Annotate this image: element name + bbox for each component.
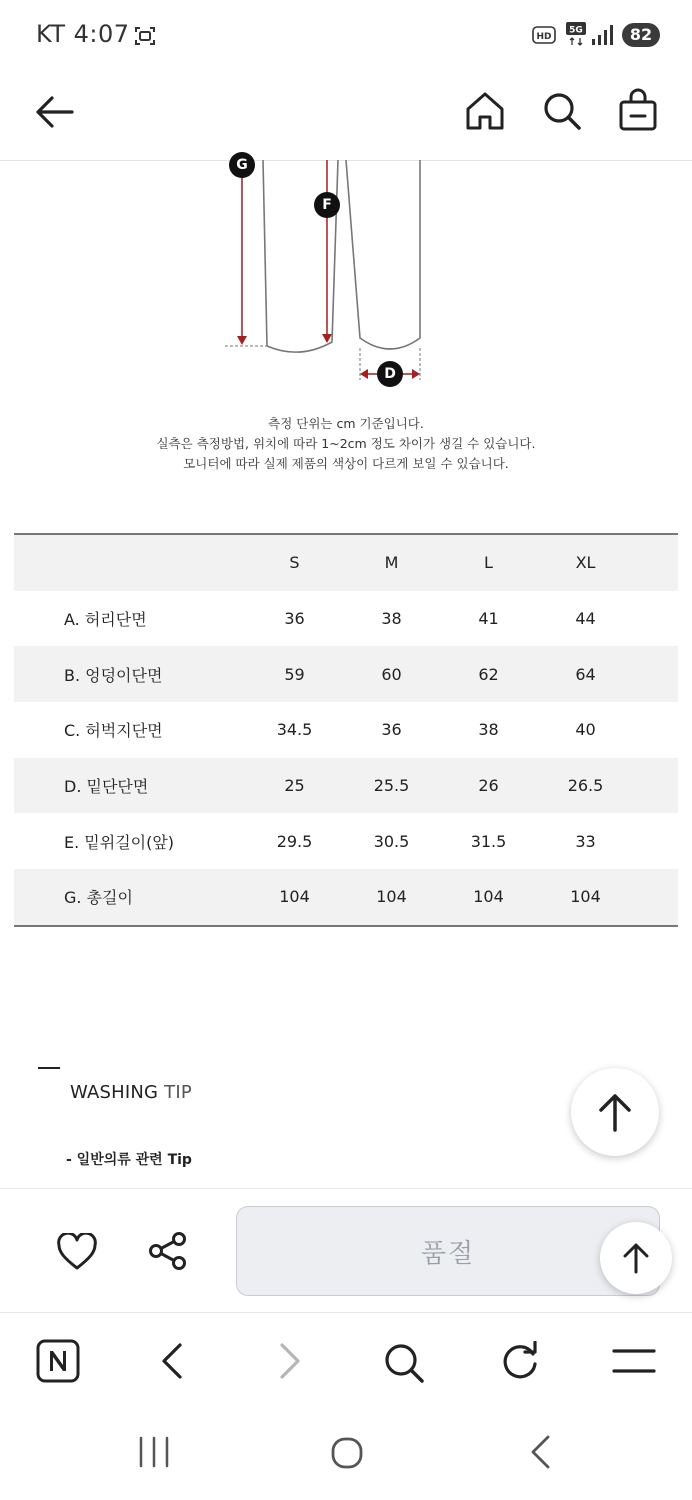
washing-title	[70, 1082, 192, 1103]
cell-value: 36	[284, 609, 305, 629]
note-line-2: 실측은 측정방법, 위치에 따라 1~2cm 정도 차이가 생길 수 있습니다.	[156, 436, 536, 451]
menu-icon[interactable]	[612, 1347, 656, 1375]
5g-icon	[565, 21, 587, 47]
search-icon[interactable]	[541, 90, 583, 132]
pants-right-leg	[346, 160, 420, 349]
refresh-icon[interactable]	[499, 1341, 541, 1383]
washing-title-tip: TIP	[164, 1082, 192, 1103]
cell-value: 104	[473, 887, 504, 907]
note-line-3: 모니터에 따라 실제 제품의 색상이 다르게 보일 수 있습니다.	[183, 456, 509, 471]
cell-value: 26	[478, 776, 499, 796]
cell-value: 44	[575, 609, 596, 629]
cell-value: 31.5	[470, 831, 507, 851]
home-icon[interactable]	[464, 90, 506, 132]
svg-text:HD: HD	[536, 32, 552, 42]
row-label: E. 밑위길이(앞)	[64, 832, 175, 852]
row-label: A. 허리단면	[64, 610, 147, 630]
table-row	[14, 591, 678, 647]
shopping-bag-icon[interactable]	[617, 88, 659, 132]
row-label: C. 허벅지단면	[64, 721, 163, 741]
chevron-right-icon[interactable]	[276, 1341, 304, 1381]
row-label: G. 총길이	[64, 888, 133, 908]
table-row	[14, 813, 678, 869]
cell-value: 29.5	[276, 831, 313, 851]
svg-text:5G: 5G	[569, 25, 583, 36]
system-navigation-bar	[0, 1408, 692, 1500]
cell-value: 33	[575, 831, 596, 851]
naver-n-icon[interactable]	[36, 1339, 80, 1383]
label-d: D	[377, 361, 403, 387]
cell-value: 64	[575, 664, 596, 684]
cell-value: 25	[284, 776, 305, 796]
header-size-xl: XL	[575, 553, 596, 573]
screenshot-icon	[134, 26, 156, 46]
table-header-row	[14, 534, 678, 591]
battery-icon: 82	[622, 23, 660, 47]
cell-value: 59	[284, 664, 305, 684]
hd-icon	[532, 26, 556, 44]
table-row	[14, 646, 678, 702]
table-row	[14, 702, 678, 758]
carrier-time: KT 4:07	[36, 20, 130, 48]
back-arrow-icon[interactable]	[34, 94, 74, 130]
washing-divider	[38, 1067, 60, 1069]
heart-icon[interactable]	[56, 1233, 98, 1271]
washing-title-main: WASHING	[70, 1082, 159, 1103]
cell-value: 104	[376, 887, 407, 907]
cell-value: 104	[570, 887, 601, 907]
cell-value: 41	[478, 609, 499, 629]
arrow-up-icon	[622, 1242, 650, 1274]
cell-value: 30.5	[373, 831, 410, 851]
note-line-1: 측정 단위는 cm 기준입니다.	[268, 416, 424, 431]
cell-value: 62	[478, 664, 499, 684]
purchase-action-bar	[0, 1188, 692, 1313]
recents-icon[interactable]	[138, 1436, 170, 1468]
measurement-notes	[0, 414, 692, 474]
label-g: G	[229, 152, 255, 178]
header-size-m: M	[384, 553, 399, 573]
cell-value: 38	[478, 720, 499, 740]
home-circle-icon[interactable]	[330, 1436, 364, 1470]
back-chevron-icon[interactable]	[528, 1434, 554, 1470]
header-size-s: S	[289, 553, 300, 573]
app-header	[0, 70, 692, 161]
row-label: D. 밑단단면	[64, 777, 149, 797]
scroll-top-button[interactable]	[571, 1068, 659, 1156]
header-size-l: L	[484, 553, 493, 573]
chevron-left-icon[interactable]	[158, 1341, 186, 1381]
label-f: F	[314, 192, 340, 218]
table-row	[14, 869, 678, 926]
share-icon[interactable]	[148, 1231, 188, 1271]
soldout-button[interactable]: 품절	[236, 1206, 660, 1296]
scroll-top-button-small[interactable]	[600, 1222, 672, 1294]
cell-value: 36	[381, 720, 402, 740]
status-bar	[0, 0, 692, 70]
cell-value: 104	[279, 887, 310, 907]
size-table	[14, 533, 678, 927]
cell-value: 38	[381, 609, 402, 629]
cell-value: 25.5	[373, 776, 410, 796]
header-empty	[14, 534, 246, 591]
cell-value: 40	[575, 720, 596, 740]
washing-subtitle: - 일반의류 관련 Tip	[66, 1152, 192, 1168]
cell-value: 34.5	[276, 720, 313, 740]
search-icon[interactable]	[382, 1341, 426, 1385]
arrow-up-icon	[597, 1092, 633, 1132]
browser-toolbar	[0, 1312, 692, 1409]
signal-icon	[591, 24, 613, 46]
pants-measurement-diagram	[0, 157, 692, 400]
table-row	[14, 758, 678, 814]
row-label: B. 엉덩이단면	[64, 665, 163, 685]
cell-value: 60	[381, 664, 402, 684]
cell-value: 26.5	[567, 776, 604, 796]
